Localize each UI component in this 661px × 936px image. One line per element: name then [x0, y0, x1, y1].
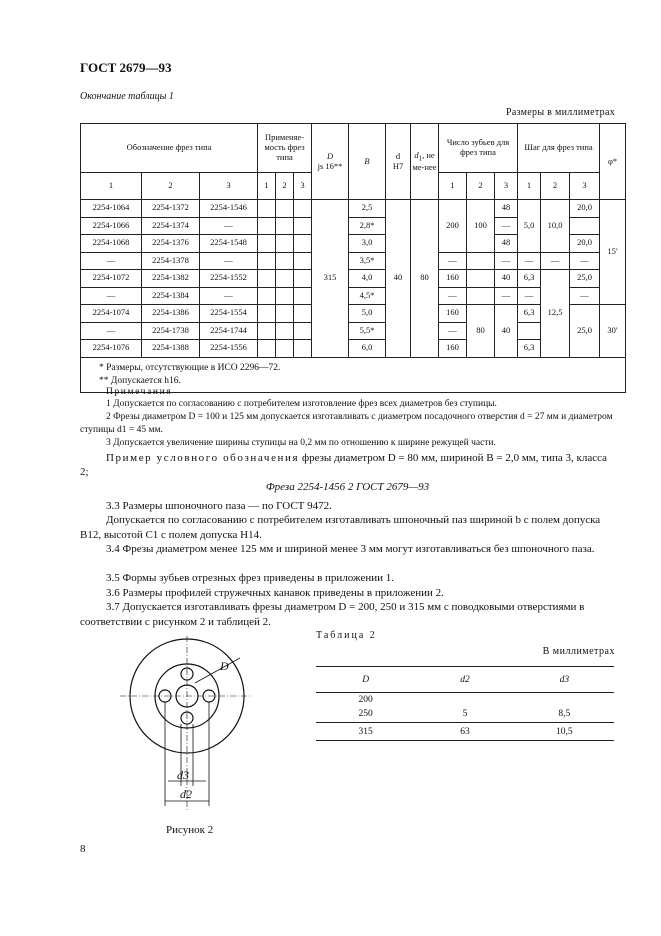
para-3-3-2: Допускается по согласованию с потребителем изготавливать шпоночный паз шириной b с полем допуска B12, высотой C1 с полем допуска H14. [80, 514, 601, 541]
note-3: 3 Допускается увеличение ширины ступицы на 0,2 мм по отношению к ширине режущей части. [106, 438, 496, 448]
para-3-7: 3.7 Допускается изготавливать фрезы диаметром D = 200, 250 и 315 мм с поводковыми отверстиями в соответствии с рисунком 2 и таблицей 2. [80, 601, 585, 628]
figure-2-drawing [120, 636, 250, 816]
table-row: 2254-1076 2254-1388 2254-1556 6,0 160 6,3 [81, 340, 626, 358]
table-row: 2254-1064 2254-1372 2254-1546 315 2,5 40 80 200 100 48 5,0 10,0 20,0 15′ [81, 200, 626, 218]
table-row: — 2254-1378 — 3,5* — — — — — [81, 252, 626, 270]
note-2: 2 Фрезы диаметром D = 100 и 125 мм допускается изготавливать с диаметром посадочного отверстия d = 27 мм и диаметром ступицы d1 = 45 мм. [80, 412, 613, 435]
table-row: 2254-1074 2254-1386 2254-1554 5,0 160 80 40 6,3 25,0 30′ [81, 305, 626, 323]
table2-caption: Таблица 2 [316, 630, 377, 641]
footnote-2: ** Допускается h16. [99, 375, 181, 386]
pitch-header: Шаг для фрез типа [518, 124, 600, 173]
label-d3: d3 [177, 768, 189, 782]
col-D-header: D js 16** [312, 124, 349, 200]
table2: D d2 d3 200 250 5 8,5 315 63 10,5 [316, 666, 614, 741]
col-phi-header: φ* [600, 124, 626, 200]
standard-header: ГОСТ 2679—93 [80, 60, 172, 75]
figure-caption: Рисунок 2 [166, 824, 214, 836]
para-3-5: 3.5 Формы зубьев отрезных фрез приведены в приложении 1. [106, 572, 395, 584]
notes-title: Примечания [106, 387, 173, 397]
table1-units: Размеры в миллиметрах [505, 107, 615, 118]
col-d1-header: $d_1$, не ме-нее [411, 124, 439, 200]
table-row: — 2254-1384 — 4,5* — — — — [81, 287, 626, 305]
col-d-header: d H7 [386, 124, 411, 200]
teeth-header: Число зубьев для фрез типа [439, 124, 518, 173]
para-3-4: 3.4 Фрезы диаметром менее 125 мм и шириной менее 3 мм могут изготавливаться без шпоночного паза. [106, 543, 595, 555]
label-d2: d2 [180, 787, 192, 801]
designation-header: Обозначение фрез типа [81, 124, 258, 173]
table-row: — 2254-1738 2254-1744 5,5* — [81, 322, 626, 340]
table1: Обозначение фрез типа Применяе-мость фрез типа D js 16** B d H7 $d_1$, не ме-нее Число зубьев для фрез типа Шаг для фрез типа φ* 1 2 3 1 2 3 1 2 3 1 2 3 2254-1064 2254-1372 2254-1546 315 2,5 40 80 200 100 48 5,0 10,0 20,0 15′ 2254-1066 2254-1374 — 2,8* — 2254-1068 2254-1376 2254-1548 3,0 48 20,0 — 2254-1378 — 3,5* — — — — — 2254-1072 2254-1382 2254-1552 4,0 160 40 6,3 12,5 25,0 — 2254-1384 — 4,5* — — — — 2254-1074 2254-1386 2254-1554 5,0 160 80 40 6,3 25,0 30′ — 2254-1738 2254-1744 5,5* — 2254-1076 2254-1388 2254-1556 6,0 160 6,3 * Размеры, отсутствующие в ИСО 2296—72. ** Допускается h16. [80, 123, 626, 393]
example-designation: Фреза 2254-1456 2 ГОСТ 2679—93 [265, 481, 430, 493]
table-row: 2254-1068 2254-1376 2254-1548 3,0 48 20,0 [81, 235, 626, 253]
table-continuation-label: Окончание таблицы 1 [80, 91, 174, 102]
col-B-header: B [349, 124, 386, 200]
page-number: 8 [80, 843, 86, 855]
label-D: D [220, 659, 229, 673]
table-row: 315 63 10,5 [316, 723, 614, 741]
para-3-3: 3.3 Размеры шпоночного паза — по ГОСТ 9472. [106, 500, 332, 512]
para-3-6: 3.6 Размеры профилей стружечных канавок приведены в приложении 2. [106, 587, 444, 599]
table-row: 2254-1066 2254-1374 — 2,8* — [81, 217, 626, 235]
applicability-header: Применяе-мость фрез типа [258, 124, 312, 173]
table-row: 2254-1072 2254-1382 2254-1552 4,0 160 40 6,3 12,5 25,0 [81, 270, 626, 288]
table-row: 200 [358, 694, 373, 705]
footnote-1: * Размеры, отсутствующие в ИСО 2296—72. [99, 362, 281, 373]
example-paragraph: Пример условного обозначения фрезы диаметром D = 80 мм, шириной B = 2,0 мм, типа 3, класса 2; [80, 452, 607, 478]
table2-units: В миллиметрах [542, 646, 615, 657]
note-1: 1 Допускается по согласованию с потребителем изготовление фрез всех диаметров без ступицы. [106, 399, 497, 409]
table-row: 250 5 8,5 [316, 707, 614, 723]
